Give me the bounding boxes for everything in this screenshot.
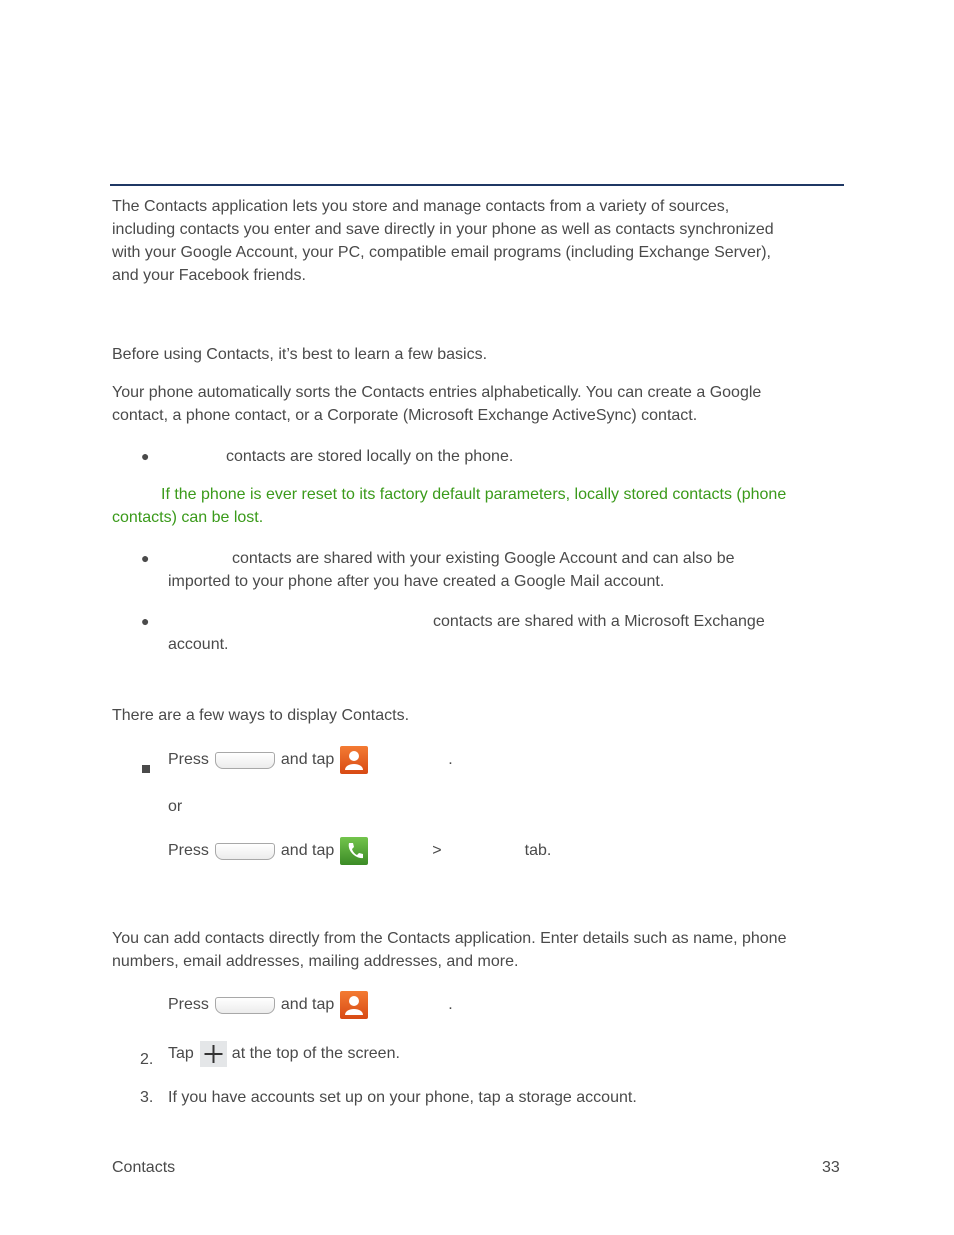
add-step-1: [168, 990, 453, 1020]
note-paragraph: [112, 483, 786, 529]
press-label: Press: [168, 751, 209, 768]
bullet-dot: ●: [141, 550, 150, 566]
google-line: contacts are shared with your existing Google Account and can also be: [232, 550, 735, 567]
basics-intro: Before using Contacts, it’s best to learn a few basics.: [112, 346, 488, 363]
corporate-line: contacts are shared with a Microsoft Exchange: [433, 613, 765, 630]
google-line: imported to your phone after you have created a Google Mail account.: [168, 573, 665, 590]
tap-label: Tap: [168, 1045, 194, 1062]
note-line: If the phone is ever reset to its factory default parameters, locally stored contacts (phone: [161, 486, 787, 503]
footer-section: Contacts: [112, 1159, 176, 1176]
step-2-text: at the top of the screen.: [231, 1045, 400, 1062]
sort-line: Your phone automatically sorts the Contacts entries alphabetically. You can create a Google: [112, 384, 762, 401]
period-label: .: [448, 996, 453, 1013]
contacts-app-icon: [340, 746, 368, 774]
add-intro: [112, 927, 786, 973]
corporate-line: account.: [168, 636, 229, 653]
bullet-dot: ●: [141, 613, 150, 629]
step-3-text: If you have accounts set up on your phone, tap a storage account.: [168, 1089, 637, 1106]
intro-line: including contacts you enter and save directly in your phone as well as contacts synchronized: [112, 221, 774, 238]
add-intro-line: numbers, email addresses, mailing addresses, and more.: [112, 953, 519, 970]
and-tap-label: and tap: [280, 751, 335, 768]
sort-line: contact, a phone contact, or a Corporate (Microsoft Exchange ActiveSync) contact.: [112, 407, 698, 424]
display-step-phone: [168, 836, 551, 866]
display-intro: There are a few ways to display Contacts.: [112, 707, 410, 724]
footer-page-number: 33: [822, 1159, 840, 1176]
intro-line: and your Facebook friends.: [112, 267, 306, 284]
bullet-corporate-text: [168, 610, 765, 656]
intro-line: The Contacts application lets you store and manage contacts from a variety of sources,: [112, 198, 730, 215]
square-bullet: [142, 765, 150, 773]
bullet-google-text: [168, 547, 735, 593]
tab-label: tab.: [524, 842, 552, 859]
phone-app-icon: [340, 837, 368, 865]
add-step-2: [168, 1039, 400, 1069]
period-label: .: [448, 751, 453, 768]
or-label: or: [168, 798, 183, 815]
sort-paragraph: [112, 381, 761, 427]
home-key-icon: [215, 997, 275, 1014]
contacts-app-icon: [340, 991, 368, 1019]
home-key-icon: [215, 843, 275, 860]
plus-icon: [200, 1041, 227, 1067]
display-step-contacts: [168, 745, 453, 775]
bullet-dot: ●: [141, 448, 150, 464]
and-tap-label: and tap: [280, 996, 335, 1013]
bullet-phone-text: contacts are stored locally on the phone.: [226, 448, 514, 465]
intro-line: with your Google Account, your PC, compatible email programs (including Exchange Server),: [112, 244, 771, 261]
add-intro-line: You can add contacts directly from the Contacts application. Enter details such as name, phone: [112, 930, 787, 947]
and-tap-label: and tap: [280, 842, 335, 859]
intro-paragraph: [112, 195, 774, 287]
section-rule: [110, 184, 844, 186]
gt-label: >: [432, 842, 442, 859]
step-number: 3.: [140, 1089, 154, 1106]
step-number: 2.: [140, 1051, 154, 1068]
home-key-icon: [215, 752, 275, 769]
note-line: contacts) can be lost.: [112, 509, 264, 526]
press-label: Press: [168, 996, 209, 1013]
press-label: Press: [168, 842, 209, 859]
